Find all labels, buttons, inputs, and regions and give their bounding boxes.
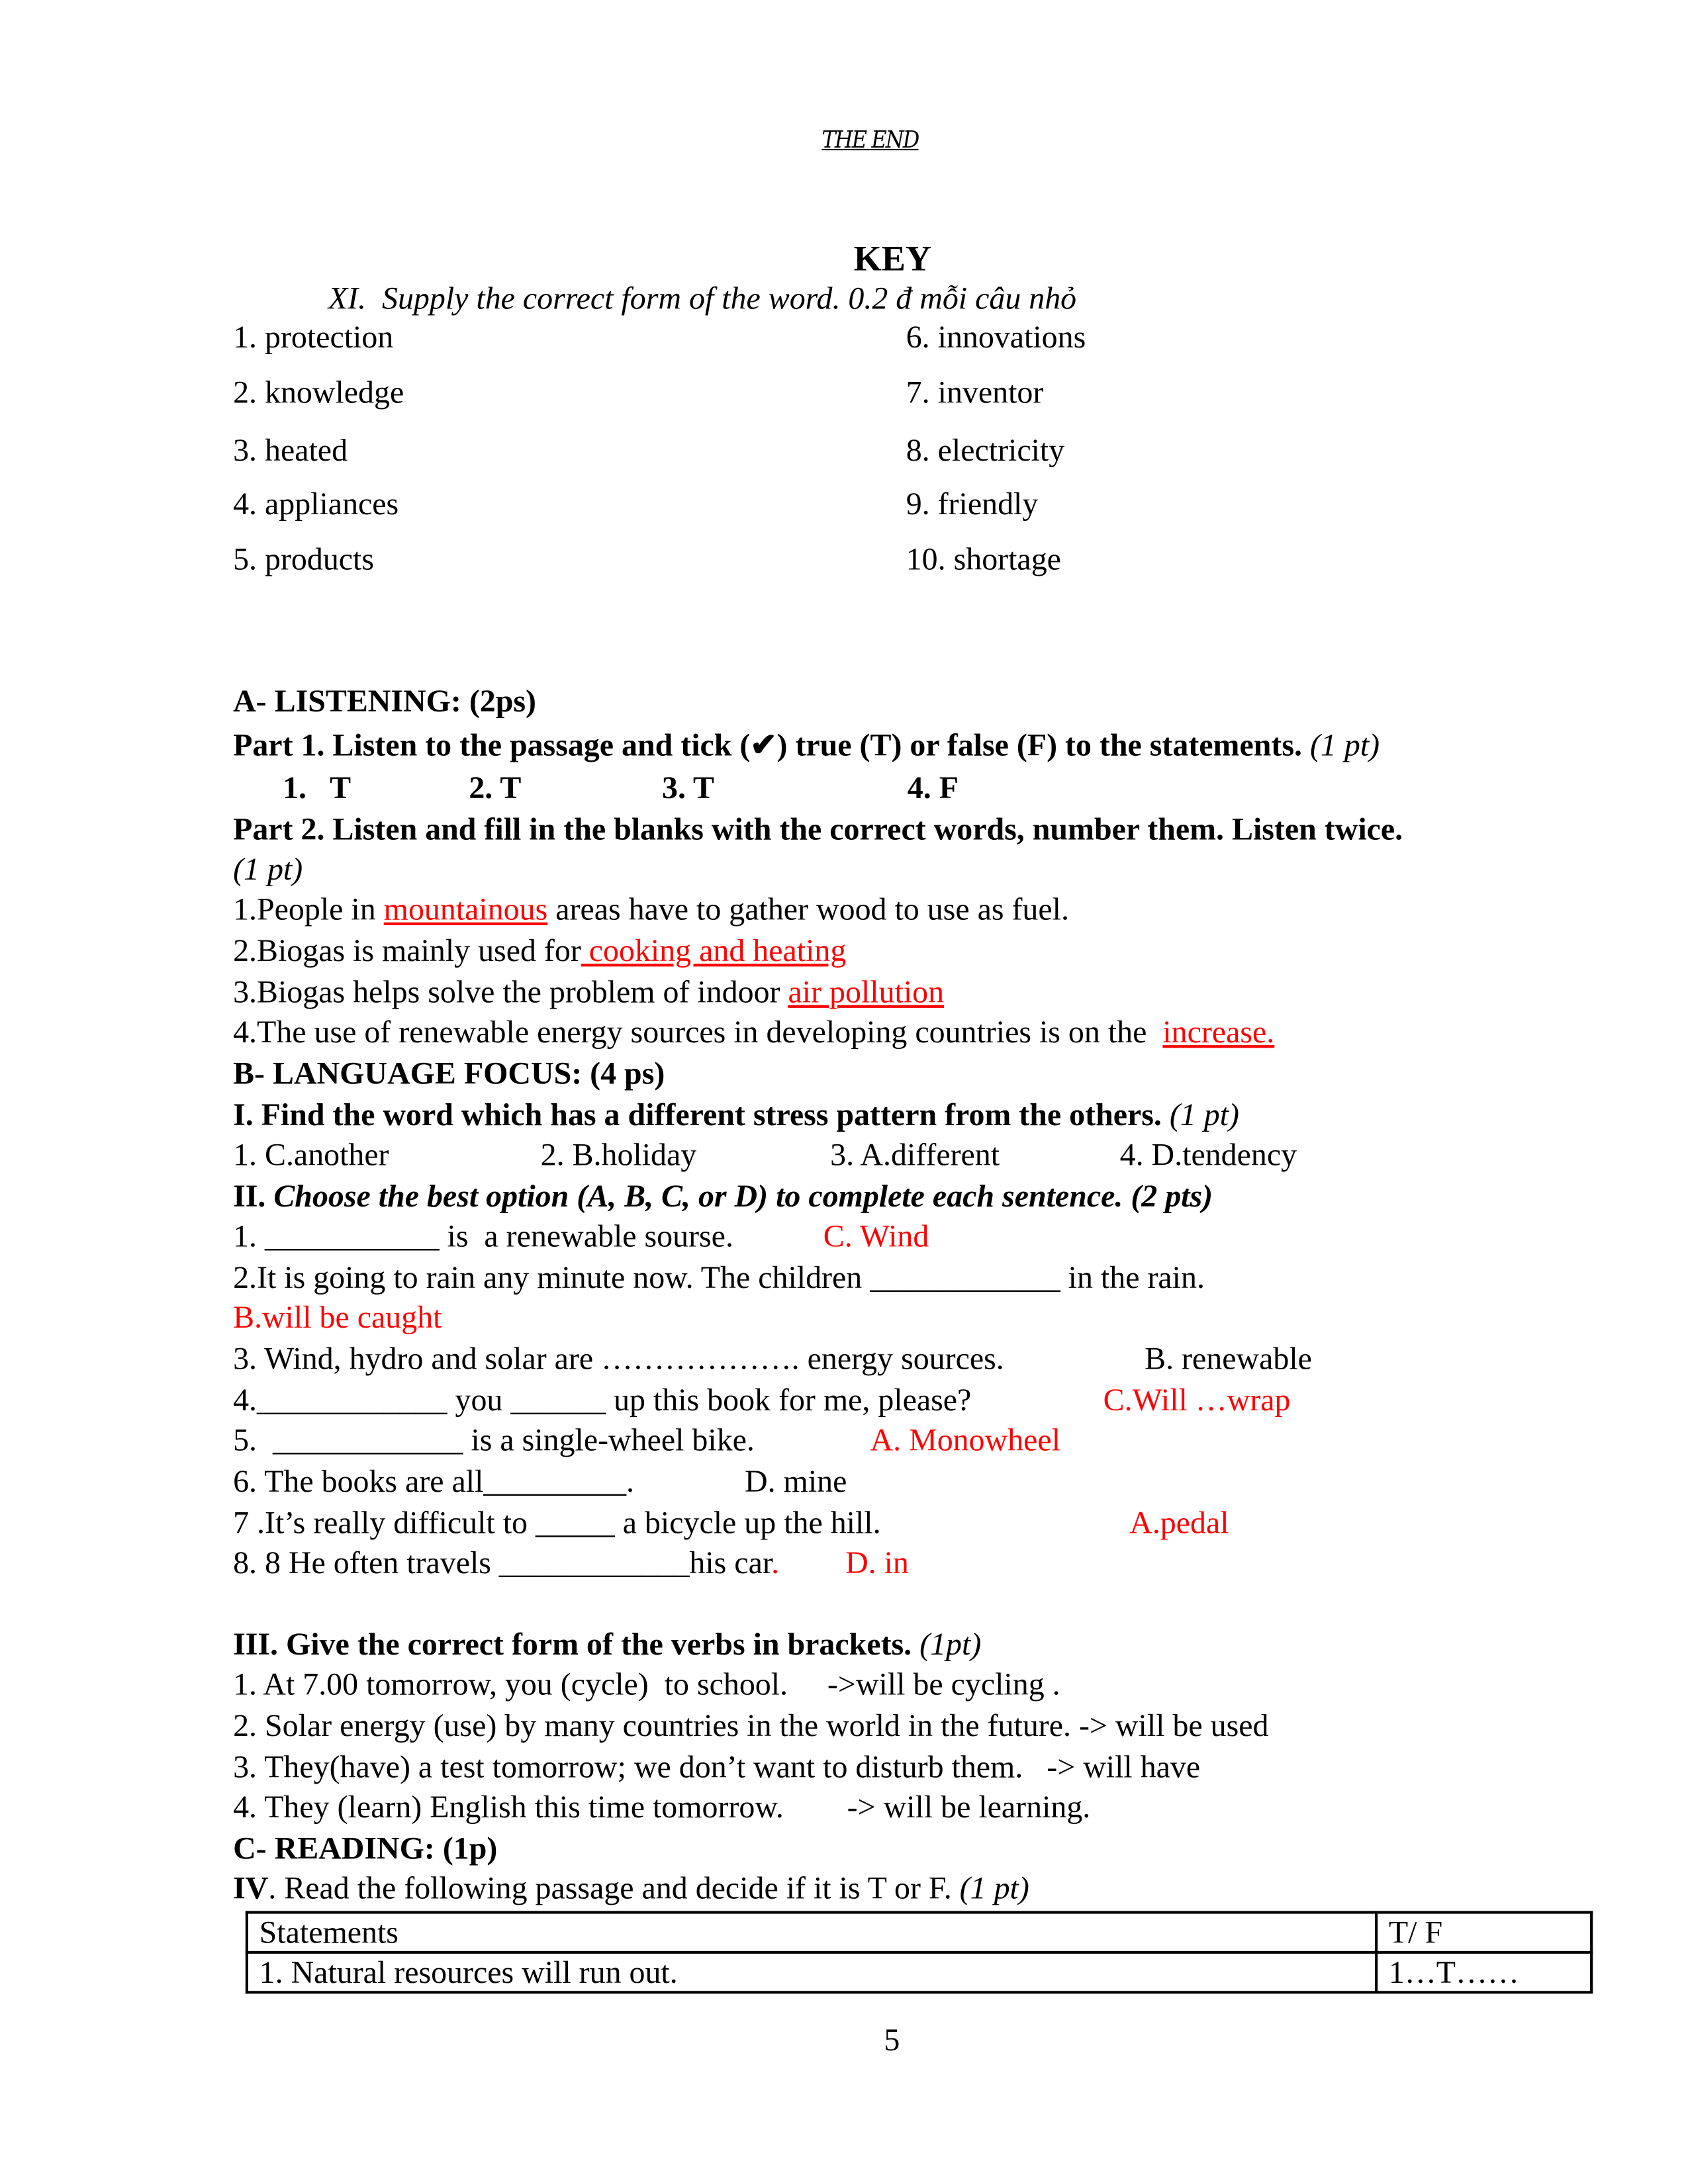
verb-item: 2. Solar energy (use) by many countries in the world in the future. -> will be used (233, 1708, 1269, 1743)
xi-answer: 7. inventor (906, 375, 1044, 410)
verb-item: 1. At 7.00 tomorrow, you (cycle) to school. ->will be cycling . (233, 1666, 1060, 1702)
iv-num: IV (233, 1871, 269, 1906)
iv-instruction (233, 1870, 1029, 1908)
xi-answer: 6. innovations (906, 320, 1086, 355)
iv-points: (1 pt) (959, 1871, 1029, 1906)
stress-answer: 4. D.tendency (1119, 1137, 1297, 1172)
statement-cell: 1. Natural resources will run out. (247, 1952, 1376, 1992)
table-row (247, 1952, 1591, 1992)
header-tf: T/ F (1376, 1913, 1591, 1952)
part2-item (233, 1013, 1274, 1052)
option-answer: C.Will …wrap (1103, 1383, 1291, 1418)
item-text: 3.Biogas helps solve the problem of indoor (233, 974, 788, 1009)
iv-text: . Read the following passage and decide if it is T or F. (268, 1871, 960, 1906)
options-text: Choose the best option (A, B, C, or D) to complete each sentence. (2 pts) (265, 1179, 1213, 1214)
stress-text: I. Find the word which has a different stress pattern from the others. (233, 1097, 1162, 1132)
verbs-points: (1pt) (919, 1627, 982, 1662)
part1-points: (1 pt) (1309, 727, 1380, 763)
options-num: II. (233, 1179, 266, 1214)
option-answer: D. mine (744, 1464, 847, 1499)
xi-answer: 1. protection (233, 320, 394, 355)
listening-heading: A- LISTENING: (2ps) (233, 684, 537, 719)
part2-points: (1 pt) (233, 852, 303, 887)
option-question: 2.It is going to rain any minute now. The children ____________ in the rain. (233, 1260, 1205, 1295)
key-title: KEY (853, 238, 931, 279)
part1-answer: 3. T (661, 770, 715, 805)
page-number: 5 (884, 2023, 900, 2058)
verbs-instruction (233, 1625, 981, 1664)
option-question: 5. ____________ is a single-wheel bike. (233, 1422, 755, 1458)
part1-answer: 2. T (469, 770, 522, 805)
item-answer: air pollution (788, 974, 945, 1009)
xi-answer: 8. electricity (906, 433, 1065, 468)
option-answer: C. Wind (823, 1218, 929, 1253)
table-header-row (247, 1913, 1591, 1952)
item-text: areas have to gather wood to use as fuel. (547, 891, 1069, 927)
language-focus-heading: B- LANGUAGE FOCUS: (4 ps) (233, 1056, 665, 1091)
xi-answer: 2. knowledge (233, 375, 404, 410)
item-answer: mountainous (383, 891, 548, 927)
xi-answer: 4. appliances (233, 486, 399, 522)
item-answer: cooking and heating (581, 933, 847, 968)
option-answer: A. Monowheel (870, 1422, 1061, 1458)
stress-answer: 1. C.another (233, 1137, 389, 1172)
options-instruction (233, 1177, 1213, 1216)
item-text: 1.People in (233, 891, 384, 927)
part2-item (233, 932, 846, 970)
part2-item (233, 891, 1069, 929)
reading-table (246, 1911, 1593, 1993)
part1-answer: 4. F (907, 770, 959, 805)
part1-text: Part 1. Listen to the passage and tick (✔) true (T) or false (F) to the statements. (233, 727, 1302, 763)
xi-answer: 10. shortage (906, 541, 1061, 576)
item-text: 4.The use of renewable energy sources in developing countries is on the (233, 1015, 1163, 1050)
xi-answer: 5. products (233, 541, 375, 576)
option-question: 4.____________ you ______ up this book for me, please? (233, 1383, 972, 1418)
xi-answer: 9. friendly (906, 486, 1039, 522)
option-question (233, 1544, 779, 1582)
verb-item: 3. They(have) a test tomorrow; we don’t want to disturb them. -> will have (233, 1749, 1201, 1784)
xi-answer: 3. heated (233, 433, 348, 468)
option-question: 3. Wind, hydro and solar are ………………. energy sources. (233, 1342, 1004, 1377)
question-dot: . (771, 1545, 780, 1580)
tf-cell: 1…T…… (1376, 1952, 1591, 1992)
stress-points: (1 pt) (1169, 1097, 1240, 1132)
verb-item: 4. They (learn) English this time tomorrow. -> will be learning. (233, 1790, 1091, 1825)
stress-answer: 3. A.different (830, 1137, 1000, 1172)
the-end-heading: THE END (821, 126, 919, 155)
option-question: 7 .It’s really difficult to _____ a bicycle up the hill. (233, 1505, 881, 1541)
option-answer: A.pedal (1129, 1505, 1229, 1541)
verbs-text: III. Give the correct form of the verbs in brackets. (233, 1627, 912, 1662)
item-text: 2.Biogas is mainly used for (233, 933, 581, 968)
part1-instruction (233, 727, 1380, 765)
question-text: 8. 8 He often travels ____________his car (233, 1545, 772, 1580)
stress-answer: 2. B.holiday (540, 1137, 697, 1172)
option-answer: B. renewable (1145, 1342, 1312, 1377)
option-question: 1. ___________ is a renewable sourse. (233, 1218, 733, 1253)
option-answer: D. in (845, 1545, 909, 1580)
part2-item (233, 974, 944, 1012)
part1-answer: 1. T (283, 770, 352, 805)
option-question: 6. The books are all_________. (233, 1464, 635, 1499)
part2-text: Part 2. Listen and fill in the blanks with the correct words, number them. Listen twice. (233, 812, 1403, 847)
header-statements: Statements (247, 1913, 1376, 1952)
reading-heading: C- READING: (1p) (233, 1831, 498, 1866)
item-answer: increase. (1162, 1015, 1275, 1050)
section-xi-heading: XI. Supply the correct form of the word. 0.2 đ mỗi câu nhỏ (328, 281, 1077, 316)
option-answer: B.will be caught (233, 1300, 442, 1335)
stress-instruction (233, 1096, 1239, 1134)
